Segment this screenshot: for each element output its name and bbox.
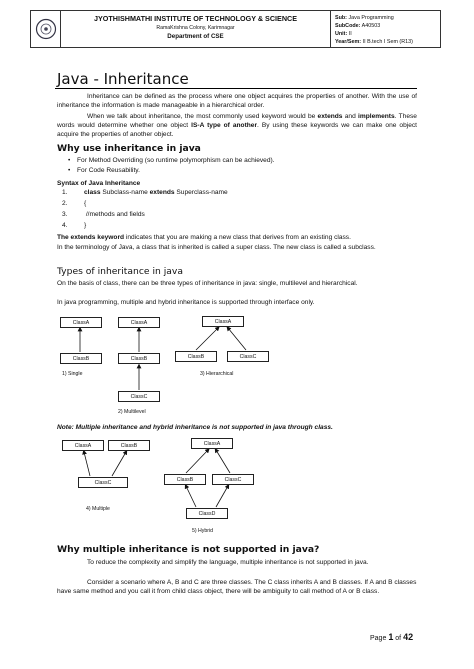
page-number: Page 1 of 42 [370, 632, 414, 642]
hierarchical-class-c-box: ClassC [227, 351, 269, 362]
syntax-heading: Syntax of Java Inheritance [57, 180, 141, 187]
intro-paragraph-2: When we talk about inheritance, the most commonly used keyword would be extends and implements. These words would determine whether one object IS-A type of another. By using these keywords we can make one object acquire the properties of another object. [57, 113, 417, 138]
syntax-line-3: 3. //methods and fields [62, 211, 145, 218]
multiple-class-a-box: ClassA [62, 440, 104, 451]
page-title: Java - Inheritance [57, 70, 189, 88]
syntax-line-1: 1. class Subclass-name extends Superclass-name [62, 189, 228, 196]
hierarchical-class-a-box: ClassA [202, 316, 244, 327]
single-class-a-box: ClassA [60, 317, 102, 328]
extends-paragraph-2: In the terminology of Java, a class that is inherited is called a super class. The new class is called a subclass. [57, 244, 376, 251]
why-use-heading: Why use inheritance in java [57, 143, 201, 154]
multilevel-label: 2) Multilevel [118, 409, 146, 415]
institute-name: JYOTHISHMATHI INSTITUTE OF TECHNOLOGY & SCIENCE [94, 14, 297, 23]
unit-row: Unit: II [335, 31, 352, 37]
why-use-bullet-1: • For Method Overriding (so runtime polymorphism can be achieved). [77, 157, 275, 164]
hybrid-class-c-box: ClassC [212, 474, 254, 485]
extends-paragraph-1: The extends keyword indicates that you are making a new class that derives from an existing class. [57, 234, 351, 241]
types-paragraph-1: On the basis of class, there can be three types of inheritance in java: single, multilevel and hierarchical. [57, 280, 358, 287]
note-text: Note: Multiple inheritance and hybrid inheritance is not supported in java through class. [57, 424, 333, 431]
yearsem-row: Year/Sem: II B.tech I Sem (R13) [335, 39, 413, 45]
why-not-heading: Why multiple inheritance is not supported in java? [57, 544, 320, 555]
syntax-line-4: 4. } [62, 222, 87, 229]
why-not-paragraph-2: Consider a scenario where A, B and C are three classes. The C class inherits A and B classes. If A and B classes have same method and you call it from child class object, there will be ambiguity to call method of A or B class. [57, 579, 417, 595]
multiple-label: 4) Multiple [86, 506, 110, 512]
multilevel-class-c-box: ClassC [118, 391, 160, 402]
multilevel-class-a-box: ClassA [118, 317, 160, 328]
multilevel-class-b-box: ClassB [118, 353, 160, 364]
hybrid-class-b-box: ClassB [164, 474, 206, 485]
hybrid-label: 5) Hybrid [192, 528, 214, 534]
hierarchical-class-b-box: ClassB [175, 351, 217, 362]
hybrid-class-a-box: ClassA [191, 438, 233, 449]
types-heading: Types of inheritance in java [57, 266, 183, 277]
multiple-class-b-box: ClassB [108, 440, 150, 451]
subcode-row: SubCode: A40503 [335, 23, 381, 29]
syntax-line-2: 2. { [62, 200, 87, 207]
department-name: Department of CSE [167, 33, 224, 40]
subject-row: Sub: Java Programming [335, 15, 394, 21]
hybrid-class-d-box: ClassD [186, 508, 228, 519]
why-not-paragraph-1: To reduce the complexity and simplify the language, multiple inheritance is not supported in java. [87, 559, 369, 566]
single-label: 1) Single [62, 371, 83, 377]
single-class-b-box: ClassB [60, 353, 102, 364]
hierarchical-label: 3) Hierarchical [200, 371, 234, 377]
multiple-class-c-box: ClassC [78, 477, 128, 488]
why-use-bullet-2: • For Code Reusability. [77, 167, 140, 174]
intro-paragraph-1: Inheritance can be defined as the process where one object acquires the properties of another. With the use of inheritance the information is made manageable in a hierarchical order. [57, 93, 417, 109]
types-paragraph-2: In java programming, multiple and hybrid inheritance is supported through interface only. [57, 299, 315, 306]
institute-address: RamaKrishna Colony, Karimnagar [156, 25, 235, 31]
